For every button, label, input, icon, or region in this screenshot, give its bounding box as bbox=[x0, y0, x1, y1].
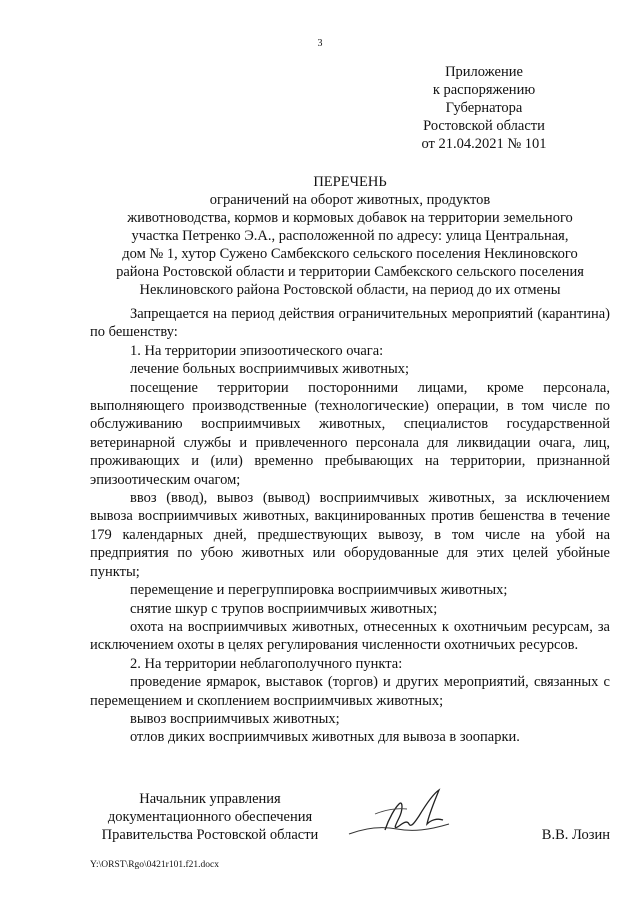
title-line: участка Петренко Э.А., расположенной по адресу: улица Центральная, bbox=[131, 228, 569, 244]
appendix-block bbox=[384, 63, 584, 153]
signature-block bbox=[90, 790, 610, 850]
title-line: животноводства, кормов и кормовых добавок на территории земельного bbox=[127, 210, 573, 226]
signatory-title-line: документационного обеспечения bbox=[107, 809, 313, 825]
restriction-item: ввоз (ввод), вывоз (вывод) восприимчивых животных, за исключением вывоза восприимчивых животных, вакцинированных против бешенства в течение 179 календарных дней, предшествующих вывозу, в том числе на убой на предприятия по убою животных или оборудованные для этих целей убойные пункты; bbox=[90, 490, 610, 580]
restriction-item: посещение территории посторонними лицами, кроме персонала, выполняющего производственные (технологические) операции, в том числе по обслуживанию восприимчивых животных, специалистов государственной ветеринарной службы и привлеченного персонала для ликвидации очага, лиц, проживающих и (или) временно пребывающих на территории, признанной эпизоотическим очагом; bbox=[90, 379, 610, 488]
file-path: Y:\ORST\Rgo\0421r101.f21.docx bbox=[90, 860, 219, 870]
restriction-item: перемещение и перегруппировка восприимчивых животных; bbox=[130, 582, 508, 599]
signatory-title-line: Начальник управления bbox=[139, 791, 281, 807]
title-line: дом № 1, хутор Сужено Самбекского сельского поселения Неклиновского bbox=[122, 246, 578, 262]
appendix-line: Приложение bbox=[445, 64, 523, 80]
restriction-item: отлов диких восприимчивых животных для вывоза в зоопарки. bbox=[130, 729, 520, 746]
title-line: Неклиновского района Ростовской области, на период до их отмены bbox=[139, 282, 561, 298]
title-heading: ПЕРЕЧЕНЬ bbox=[313, 174, 387, 190]
signatory-name: В.В. Лозин bbox=[541, 827, 610, 843]
page-number: 3 bbox=[317, 38, 323, 49]
appendix-line: Ростовской области bbox=[423, 118, 545, 134]
document-title bbox=[90, 173, 610, 299]
restriction-item: вывоз восприимчивых животных; bbox=[130, 710, 340, 727]
handwritten-signature bbox=[345, 784, 465, 846]
appendix-line: от 21.04.2021 № 101 bbox=[421, 136, 547, 152]
restriction-item: проведение ярмарок, выставок (торгов) и других мероприятий, связанных с перемещением и скоплением восприимчивых животных; bbox=[90, 674, 610, 709]
title-line: ограничений на оборот животных, продуктов bbox=[209, 192, 491, 208]
restriction-item: охота на восприимчивых животных, отнесенных к охотничьим ресурсам, за исключением охоты в целях регулирования численности охотничьих ресурсов. bbox=[90, 618, 610, 654]
restriction-item: снятие шкур с трупов восприимчивых животных; bbox=[130, 600, 438, 617]
appendix-line: к распоряжению bbox=[432, 82, 536, 98]
section-heading-2: 2. На территории неблагополучного пункта: bbox=[130, 655, 403, 672]
document-body bbox=[90, 305, 610, 747]
restriction-item: лечение больных восприимчивых животных; bbox=[130, 361, 409, 378]
signatory-title-line: Правительства Ростовской области bbox=[101, 827, 319, 843]
section-heading-1: 1. На территории эпизоотического очага: bbox=[130, 342, 384, 359]
appendix-line: Губернатора bbox=[445, 100, 523, 116]
signatory-title bbox=[90, 790, 330, 844]
paragraph-intro: Запрещается на период действия ограничительных мероприятий (карантина) по бешенству: bbox=[90, 306, 610, 341]
title-line: района Ростовской области и территории Самбекского сельского поселения bbox=[116, 264, 584, 280]
